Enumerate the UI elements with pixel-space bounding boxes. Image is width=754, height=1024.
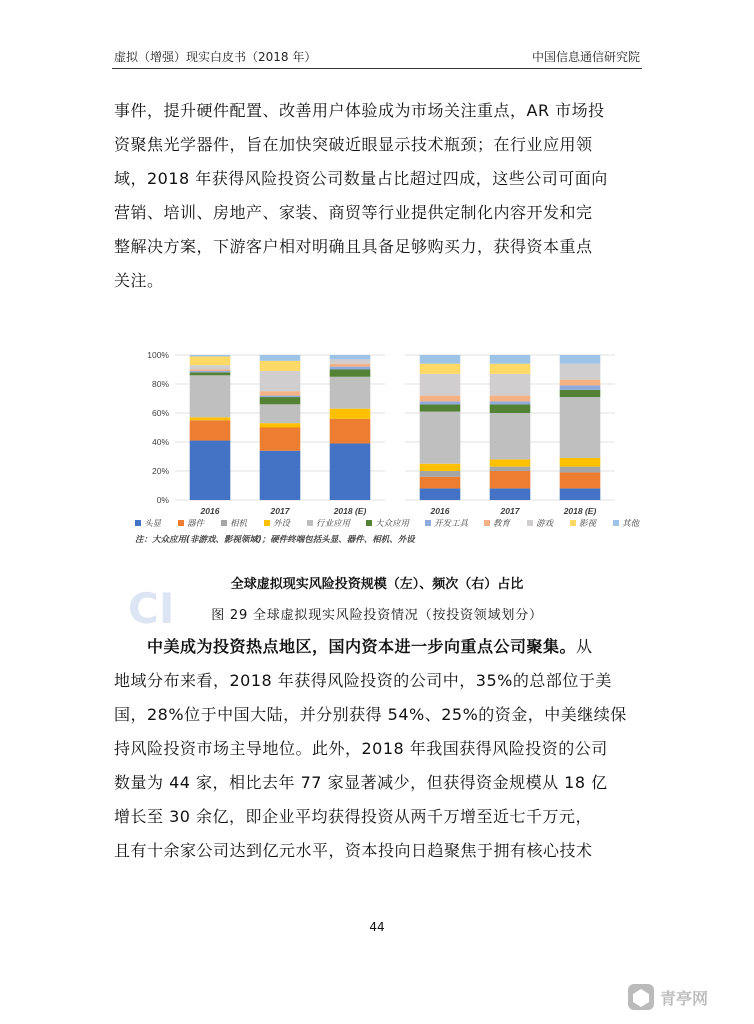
legend-label: 开发工具 [434, 519, 469, 529]
bar-segment [260, 371, 301, 391]
paragraph-line: 持风险投资市场主导地位。此外，2018 年我国获得风险投资的公司 [114, 739, 608, 758]
y-tick-label: 0% [156, 495, 169, 505]
paragraph-line: 增长至 30 余亿，即企业平均获得投资从两千万增至近七千万元， [114, 807, 593, 826]
chart-title: 全球虚拟现实风险投资规模（左）、频次（右）占比 [230, 577, 524, 592]
bar-segment [330, 443, 371, 500]
bar-segment [490, 396, 531, 402]
bar-segment [190, 365, 231, 369]
bar-segment [560, 397, 601, 458]
x-tick-label: 2017 [270, 506, 290, 516]
paragraph-line: 事件，提升硬件配置、改善用户体验成为市场关注重点，AR 市场投 [114, 101, 605, 120]
x-tick-label: 2017 [500, 506, 520, 516]
legend-swatch [570, 520, 576, 526]
paragraph-line [114, 630, 640, 664]
bar-segment [260, 397, 301, 404]
bar-segment [330, 419, 371, 444]
bar-segment [190, 441, 231, 500]
bar-segment [420, 488, 461, 500]
y-tick-label: 20% [151, 466, 169, 476]
bar-segment [490, 401, 531, 404]
paragraph-line: 且有十余家公司达到亿元水平，资本投向日趋聚焦于拥有核心技术 [114, 841, 593, 860]
bar-segment [490, 355, 531, 364]
bar-segment [330, 359, 371, 363]
bar-segment [560, 355, 601, 364]
legend-label: 游戏 [536, 519, 554, 529]
paragraph-line: 整解决方案，下游客户相对明确且具备足够购买力，获得资本重点 [114, 237, 593, 256]
bar-segment [490, 413, 531, 459]
paragraph-line: 域，2018 年获得风险投资公司数量占比超过四成，这些公司可面向 [114, 169, 608, 188]
bar-segment [260, 355, 301, 361]
bar-segment [560, 380, 601, 386]
bar-segment [420, 401, 461, 404]
bar-segment [490, 404, 531, 413]
legend-swatch [366, 520, 372, 526]
header-divider [112, 68, 642, 69]
bar-segment [190, 420, 231, 440]
bar-segment [190, 356, 231, 365]
bar-segment [420, 464, 461, 471]
legend-label: 其他 [622, 519, 640, 529]
bar-segment [560, 488, 601, 500]
bar-segment [190, 355, 231, 356]
x-tick-label: 2018 (E) [333, 506, 367, 516]
y-tick-label: 60% [151, 408, 169, 418]
site-logo [628, 982, 740, 1012]
paragraph-lead-tail: 从 [576, 637, 593, 656]
legend-label: 影视 [579, 519, 597, 529]
legend-swatch [221, 520, 227, 526]
page-number: 44 [369, 920, 385, 934]
bar-segment [490, 488, 531, 500]
bar-segment [260, 428, 301, 451]
legend-label: 行业应用 [316, 519, 351, 529]
bar-segment [330, 367, 371, 370]
y-tick-label: 80% [151, 379, 169, 389]
bar-segment [490, 471, 531, 488]
bar-segment [190, 372, 231, 375]
legend-swatch [484, 520, 490, 526]
legend-swatch [527, 520, 533, 526]
bar-segment [420, 355, 461, 364]
bar-segment [490, 374, 531, 396]
bar-segment [260, 396, 301, 397]
paragraph-line: 营销、培训、房地产、家装、商贸等行业提供定制化内容开发和完 [114, 203, 593, 222]
x-tick-label: 2016 [200, 506, 220, 516]
x-tick-label: 2016 [430, 506, 450, 516]
bar-segment [330, 355, 371, 359]
bar-segment [420, 374, 461, 396]
paragraph-line: 关注。 [114, 271, 164, 290]
bar-segment [420, 404, 461, 411]
figure-caption: 图 29 全球虚拟现实风险投资情况（按投资领域划分） [211, 608, 543, 623]
svg-text:青亭网: 青亭网 [660, 989, 709, 1008]
paragraph-line: 资聚焦光学器件，旨在加快突破近眼显示技术瓶颈；在行业应用领 [114, 135, 593, 154]
legend-swatch [307, 520, 313, 526]
bar-segment [190, 375, 231, 417]
bar-segment [560, 472, 601, 488]
header-left-title: 虚拟（增强）现实白皮书（2018 年） [114, 50, 317, 64]
bar-segment [560, 467, 601, 473]
bar-segment [420, 396, 461, 402]
bar-segment [260, 423, 301, 427]
paragraph-line: 地域分布来看，2018 年获得风险投资的公司中，35%的总部位于美 [114, 671, 612, 690]
paragraph-line: 数量为 44 家，相比去年 77 家显著减少，但获得资金规模从 18 亿 [114, 773, 608, 792]
bar-segment [190, 417, 231, 420]
paragraph-line: 国，28%位于中国大陆，并分别获得 54%、25%的资金，中美继续保 [114, 705, 627, 724]
bar-segment [560, 364, 601, 380]
bar-segment [330, 409, 371, 419]
y-tick-label: 100% [147, 350, 169, 360]
legend-label: 大众应用 [375, 519, 410, 529]
stacked-bar-charts [130, 340, 640, 580]
legend-label: 器件 [187, 519, 205, 529]
bar-segment [330, 377, 371, 409]
legend-label: 教育 [493, 519, 511, 529]
bar-segment [260, 361, 301, 371]
y-tick-label: 40% [151, 437, 169, 447]
bar-segment [260, 451, 301, 500]
bar-segment [420, 471, 461, 477]
legend-label: 相机 [230, 519, 248, 529]
bar-segment [260, 391, 301, 395]
bar-segment [330, 364, 371, 367]
legend-swatch [178, 520, 184, 526]
paragraph-bold-lead: 中美成为投资热点地区，国内资本进一步向重点公司聚集。 [147, 637, 577, 656]
chart-note: 注：大众应用(非游戏、影视领域)；硬件终端包括头显、器件、相机、外设 [135, 535, 415, 545]
bar-segment [330, 370, 371, 377]
bar-segment [420, 412, 461, 464]
legend-swatch [135, 520, 141, 526]
bar-segment [420, 477, 461, 489]
bar-segment [490, 459, 531, 466]
bar-segment [420, 364, 461, 374]
legend-label: 外设 [273, 519, 291, 529]
bar-segment [490, 364, 531, 374]
bar-segment [490, 467, 531, 471]
legend-swatch [264, 520, 270, 526]
bar-segment [560, 385, 601, 389]
bar-segment [260, 404, 301, 423]
header-right-org: 中国信息通信研究院 [531, 50, 640, 64]
paragraph-2 [114, 630, 640, 868]
legend-swatch [425, 520, 431, 526]
bar-segment [190, 370, 231, 371]
bar-segment [190, 371, 231, 372]
bar-segment [560, 390, 601, 397]
svg-text:CI: CI [128, 584, 175, 633]
paragraph-1 [114, 94, 640, 298]
legend-label: 头显 [144, 519, 162, 529]
bar-segment [560, 458, 601, 467]
x-tick-label: 2018 (E) [563, 506, 597, 516]
legend-swatch [613, 520, 619, 526]
